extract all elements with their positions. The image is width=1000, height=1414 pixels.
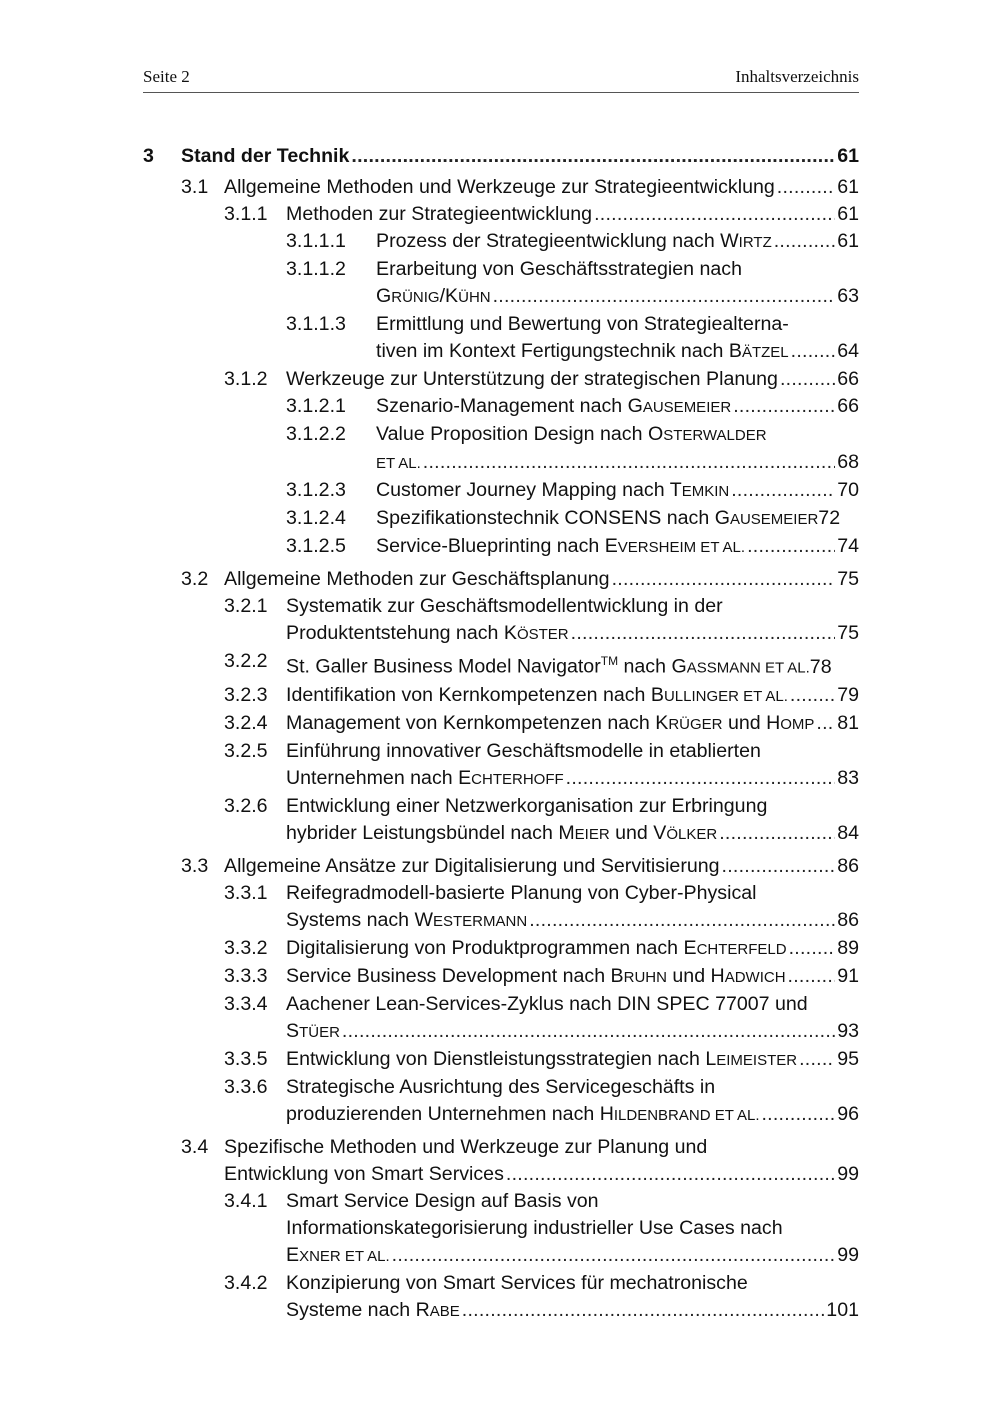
toc-title: tiven im Kontext Fertigungstechnik nach BÄTZEL bbox=[376, 340, 789, 362]
toc-number: 3.3.2 bbox=[224, 936, 268, 959]
author-smallcaps: ÖSTER bbox=[516, 626, 569, 643]
author-smallcaps: EIER bbox=[574, 825, 610, 843]
toc-number: 3.3.5 bbox=[224, 1047, 268, 1070]
toc-number: 3.3 bbox=[181, 854, 209, 877]
toc-title-line: Spezifische Methoden und Werkzeuge zur Planung und bbox=[224, 1135, 708, 1158]
leader-dots bbox=[594, 201, 835, 228]
toc-entry-3-3[interactable] bbox=[143, 853, 859, 880]
toc-title: Szenario-Management nach GAUSEMEIER bbox=[376, 395, 732, 417]
leader-dots bbox=[493, 283, 836, 310]
leader-dots bbox=[462, 1297, 825, 1324]
toc-page: 61 bbox=[837, 176, 859, 198]
toc-number: 3.1.2.3 bbox=[286, 479, 346, 501]
toc-page: 70 bbox=[837, 479, 859, 501]
toc-entry-3-3-2[interactable] bbox=[143, 935, 859, 963]
toc-entry-3-3-3[interactable] bbox=[143, 963, 859, 991]
leader-dots bbox=[719, 820, 835, 847]
toc-title: Spezifikationstechnik CONSENS nach GAUSEMEIER bbox=[376, 507, 819, 529]
toc-title: STÜER bbox=[286, 1019, 340, 1042]
toc-entry-3-1-2-5[interactable] bbox=[143, 533, 859, 561]
leader-dots bbox=[612, 566, 836, 593]
toc-title-line: Ermittlung und Bewertung von Strategiealterna- bbox=[376, 313, 789, 335]
author-smallcaps: ADWICH bbox=[724, 968, 786, 986]
leader-dots bbox=[722, 853, 836, 880]
toc-entry-3-1[interactable] bbox=[143, 174, 859, 201]
toc-page: 95 bbox=[837, 1047, 859, 1070]
toc-page: 68 bbox=[837, 451, 859, 473]
toc-page: 61 bbox=[837, 230, 859, 252]
toc-entry-3-3-6[interactable] bbox=[143, 1074, 859, 1129]
page-number-label: Seite 2 bbox=[143, 67, 190, 86]
author-smallcaps: OMP bbox=[780, 715, 815, 733]
toc-entry-3-1-2-4[interactable] bbox=[143, 505, 859, 533]
toc-page: 86 bbox=[837, 908, 859, 931]
toc-page: 61 bbox=[837, 203, 859, 225]
toc-entry-3-2-3[interactable] bbox=[143, 682, 859, 710]
toc-entry-3-2-2[interactable] bbox=[143, 648, 859, 682]
toc-entry-3-3-4[interactable] bbox=[143, 991, 859, 1046]
toc-number: 3.1.2 bbox=[224, 368, 268, 390]
toc-title: Produktentstehung nach KÖSTER bbox=[286, 622, 569, 644]
toc-entry-3-1-1-3[interactable] bbox=[143, 311, 859, 366]
author-smallcaps: ÜHN bbox=[458, 289, 491, 306]
toc-title: St. Galler Business Model Navigator™ nach GASSMANN ET AL. bbox=[286, 654, 810, 678]
leader-dots bbox=[790, 682, 835, 709]
toc-entry-3-1-2[interactable] bbox=[143, 366, 859, 393]
toc-title-line: Erarbeitung von Geschäftsstrategien nach bbox=[376, 258, 742, 280]
toc-number: 3.1 bbox=[181, 176, 209, 198]
toc-title: Identifikation von Kernkompetenzen nach BULLINGER ET AL. bbox=[286, 683, 788, 706]
toc-entry-3-1-2-1[interactable] bbox=[143, 393, 859, 421]
author-smallcaps: CHTERHOFF bbox=[471, 770, 564, 788]
toc-page: 78 bbox=[809, 655, 832, 678]
toc-title: Prozess der Strategieentwicklung nach WIRTZ bbox=[376, 230, 772, 252]
toc-number: 3.1.2.5 bbox=[286, 535, 346, 557]
author-smallcaps: VERSHEIM ET AL. bbox=[617, 539, 746, 556]
toc-title-line: Smart Service Design auf Basis von bbox=[286, 1189, 599, 1212]
toc-page: 74 bbox=[837, 535, 859, 557]
leader-dots bbox=[529, 907, 835, 934]
toc-page: 75 bbox=[837, 622, 859, 644]
toc-number: 3.2.6 bbox=[224, 794, 268, 817]
toc-number: 3.2.4 bbox=[224, 711, 268, 734]
toc-page: 66 bbox=[837, 368, 859, 390]
leader-dots bbox=[761, 1101, 835, 1128]
toc-title: EXNER ET AL. bbox=[286, 1243, 390, 1266]
leader-dots bbox=[733, 393, 835, 420]
toc-entry-3-1-2-3[interactable] bbox=[143, 477, 859, 505]
toc-number: 3.2.3 bbox=[224, 683, 268, 706]
trademark-sup: TM bbox=[600, 654, 619, 668]
toc-title-line: Strategische Ausrichtung des Servicegeschäfts in bbox=[286, 1075, 716, 1098]
author-smallcaps: ABE bbox=[429, 1302, 460, 1320]
leader-dots bbox=[774, 228, 835, 255]
toc-title-line: Aachener Lean-Services-Zyklus nach DIN SPEC 77007 und bbox=[286, 992, 808, 1015]
leader-dots bbox=[747, 533, 835, 560]
toc-title-line: Konzipierung von Smart Services für mechatronische bbox=[286, 1271, 748, 1294]
toc-number: 3.1.2.2 bbox=[286, 423, 346, 445]
toc-number: 3.1.1.3 bbox=[286, 313, 346, 335]
leader-dots bbox=[423, 449, 835, 476]
toc-entry-3-3-5[interactable] bbox=[143, 1046, 859, 1074]
toc-title: Unternehmen nach ECHTERHOFF bbox=[286, 766, 564, 789]
leader-dots bbox=[789, 935, 836, 962]
leader-dots bbox=[791, 338, 836, 365]
toc-title: Systeme nach RABE bbox=[286, 1298, 460, 1321]
toc-page: 75 bbox=[837, 568, 859, 590]
toc-page: 83 bbox=[837, 766, 859, 789]
toc-title: Allgemeine Methoden zur Geschäftsplanung bbox=[224, 568, 610, 590]
toc-number: 3.2.5 bbox=[224, 739, 268, 762]
toc-title: Service-Blueprinting nach EVERSHEIM ET AL. bbox=[376, 535, 746, 557]
toc-title: produzierenden Unternehmen nach HILDENBRAND ET AL. bbox=[286, 1102, 760, 1125]
author-smallcaps: RUHN bbox=[623, 968, 667, 986]
author-smallcaps: AUSEMEIER bbox=[642, 399, 732, 416]
leader-dots bbox=[799, 1046, 835, 1073]
toc-entry-3-2[interactable] bbox=[143, 566, 859, 593]
toc-number: 3.3.4 bbox=[224, 992, 268, 1015]
toc-number: 3.1.2.4 bbox=[286, 507, 346, 529]
toc-title: Allgemeine Ansätze zur Digitalisierung und Servitisierung bbox=[224, 854, 720, 877]
toc-page: 81 bbox=[837, 711, 859, 734]
toc-page: 99 bbox=[837, 1243, 859, 1266]
author-smallcaps: ÖLKER bbox=[666, 825, 718, 843]
toc-entry-3-4[interactable] bbox=[143, 1134, 859, 1188]
author-smallcaps: ET AL. bbox=[376, 455, 421, 472]
toc-number: 3.3.3 bbox=[224, 964, 268, 987]
toc-number: 3.4.2 bbox=[224, 1271, 268, 1294]
toc-number: 3 bbox=[143, 145, 154, 167]
author-smallcaps: IRTZ bbox=[738, 234, 772, 251]
toc-number: 3.1.2.1 bbox=[286, 395, 346, 417]
author-smallcaps: AUSEMEIER bbox=[729, 511, 819, 528]
toc-page: 66 bbox=[837, 395, 859, 417]
toc-entry-3-1-1-2[interactable] bbox=[143, 256, 859, 311]
toc-title-line: Value Proposition Design nach OSTERWALDER bbox=[376, 423, 767, 445]
toc-title: Systems nach WESTERMANN bbox=[286, 908, 528, 931]
toc-entry-3-1-2-2[interactable] bbox=[143, 421, 859, 477]
author-smallcaps: ÄTZEL bbox=[741, 344, 789, 361]
toc-page: 61 bbox=[837, 145, 859, 167]
toc-title-line: Einführung innovativer Geschäftsmodelle in etablierten bbox=[286, 739, 761, 762]
toc-title: Entwicklung von Smart Services bbox=[224, 1162, 504, 1185]
leader-dots bbox=[571, 620, 836, 647]
toc-number: 3.1.1.2 bbox=[286, 258, 346, 280]
toc-number: 3.2.1 bbox=[224, 595, 268, 617]
leader-dots bbox=[392, 1242, 836, 1269]
leader-dots bbox=[777, 174, 835, 201]
leader-dots bbox=[788, 963, 836, 990]
author-smallcaps: XNER ET AL. bbox=[299, 1247, 390, 1265]
toc-entry-3-4-2[interactable] bbox=[143, 1270, 859, 1325]
toc-page: 72 bbox=[818, 507, 841, 529]
leader-dots bbox=[731, 477, 835, 504]
toc-number: 3.4.1 bbox=[224, 1189, 268, 1212]
toc-title-line: Systematik zur Geschäftsmodellentwicklung in der bbox=[286, 595, 723, 617]
toc-title: Methoden zur Strategieentwicklung bbox=[286, 203, 593, 225]
toc-title: Allgemeine Methoden und Werkzeuge zur Strategieentwicklung bbox=[224, 176, 775, 198]
toc-number: 3.3.1 bbox=[224, 881, 268, 904]
toc-title: Service Business Development nach BRUHN und HADWICH bbox=[286, 964, 786, 987]
author-smallcaps: STERWALDER bbox=[663, 427, 767, 444]
toc-title-line: Informationskategorisierung industrieller Use Cases nach bbox=[286, 1216, 783, 1239]
author-smallcaps: ASSMANN ET AL. bbox=[686, 659, 810, 677]
author-smallcaps: CHTERFELD bbox=[696, 940, 787, 958]
toc-number: 3.2.2 bbox=[224, 650, 268, 672]
author-smallcaps: ILDENBRAND ET AL. bbox=[613, 1106, 760, 1124]
toc-page: 101 bbox=[826, 1298, 859, 1321]
table-of-contents bbox=[143, 143, 859, 1325]
toc-page: 91 bbox=[837, 964, 859, 987]
toc-title: Entwicklung von Dienstleistungsstrategien nach LEIMEISTER bbox=[286, 1047, 798, 1070]
toc-title: GRÜNIG/KÜHN bbox=[376, 285, 491, 307]
author-smallcaps: ESTERMANN bbox=[433, 912, 528, 930]
toc-page: 79 bbox=[837, 683, 859, 706]
leader-dots bbox=[566, 765, 836, 792]
author-smallcaps: RÜNIG bbox=[391, 289, 440, 306]
leader-dots bbox=[816, 710, 835, 737]
toc-number: 3.1.1 bbox=[224, 203, 268, 225]
toc-page: 86 bbox=[837, 854, 859, 877]
page-header bbox=[143, 64, 859, 93]
toc-page: 63 bbox=[837, 285, 859, 307]
toc-title-line: Reifegradmodell-basierte Planung von Cyber-Physical bbox=[286, 881, 757, 904]
author-smallcaps: EIMEISTER bbox=[716, 1051, 798, 1069]
toc-entry-3-3-1[interactable] bbox=[143, 880, 859, 935]
toc-page: 96 bbox=[837, 1102, 859, 1125]
leader-dots bbox=[342, 1018, 835, 1045]
toc-number: 3.1.1.1 bbox=[286, 230, 346, 252]
leader-dots bbox=[506, 1161, 835, 1188]
author-smallcaps: TÜER bbox=[299, 1023, 340, 1041]
toc-title: Management von Kernkompetenzen nach KRÜGER und HOMP bbox=[286, 711, 815, 734]
toc-entry-3-2-4[interactable] bbox=[143, 710, 859, 738]
toc-number: 3.2 bbox=[181, 568, 209, 590]
author-smallcaps: RÜGER bbox=[668, 715, 723, 733]
toc-title-line: Entwicklung einer Netzwerkorganisation zur Erbringung bbox=[286, 794, 768, 817]
toc-title: hybrider Leistungsbündel nach MEIER und VÖLKER bbox=[286, 821, 718, 844]
toc-entry-3-1-1[interactable] bbox=[143, 201, 859, 228]
toc-entry-3-4-1[interactable] bbox=[143, 1188, 859, 1270]
author-smallcaps: ULLINGER ET AL. bbox=[663, 687, 788, 705]
toc-page: 99 bbox=[837, 1162, 859, 1185]
toc-page: 89 bbox=[837, 936, 859, 959]
toc-entry-3-1-1-1[interactable] bbox=[143, 228, 859, 256]
toc-number: 3.4 bbox=[181, 1135, 209, 1158]
toc-title: Digitalisierung von Produktprogrammen nach ECHTERFELD bbox=[286, 936, 787, 959]
toc-title: Stand der Technik bbox=[181, 145, 350, 167]
toc-title: Werkzeuge zur Unterstützung der strategischen Planung bbox=[286, 368, 778, 390]
toc-entry-3-2-1[interactable] bbox=[143, 593, 859, 648]
toc-title: Customer Journey Mapping nach TEMKIN bbox=[376, 479, 730, 501]
leader-dots bbox=[780, 366, 835, 393]
toc-page: 84 bbox=[837, 821, 859, 844]
running-title: Inhaltsverzeichnis bbox=[735, 67, 859, 86]
toc-entry-3-2-6[interactable] bbox=[143, 793, 859, 848]
toc-page: 64 bbox=[837, 340, 859, 362]
toc-number: 3.3.6 bbox=[224, 1075, 268, 1098]
author-smallcaps: EMKIN bbox=[681, 483, 730, 500]
toc-entry-3[interactable] bbox=[143, 143, 859, 170]
leader-dots bbox=[351, 143, 835, 170]
toc-page: 93 bbox=[837, 1019, 859, 1042]
toc-entry-3-2-5[interactable] bbox=[143, 738, 859, 793]
